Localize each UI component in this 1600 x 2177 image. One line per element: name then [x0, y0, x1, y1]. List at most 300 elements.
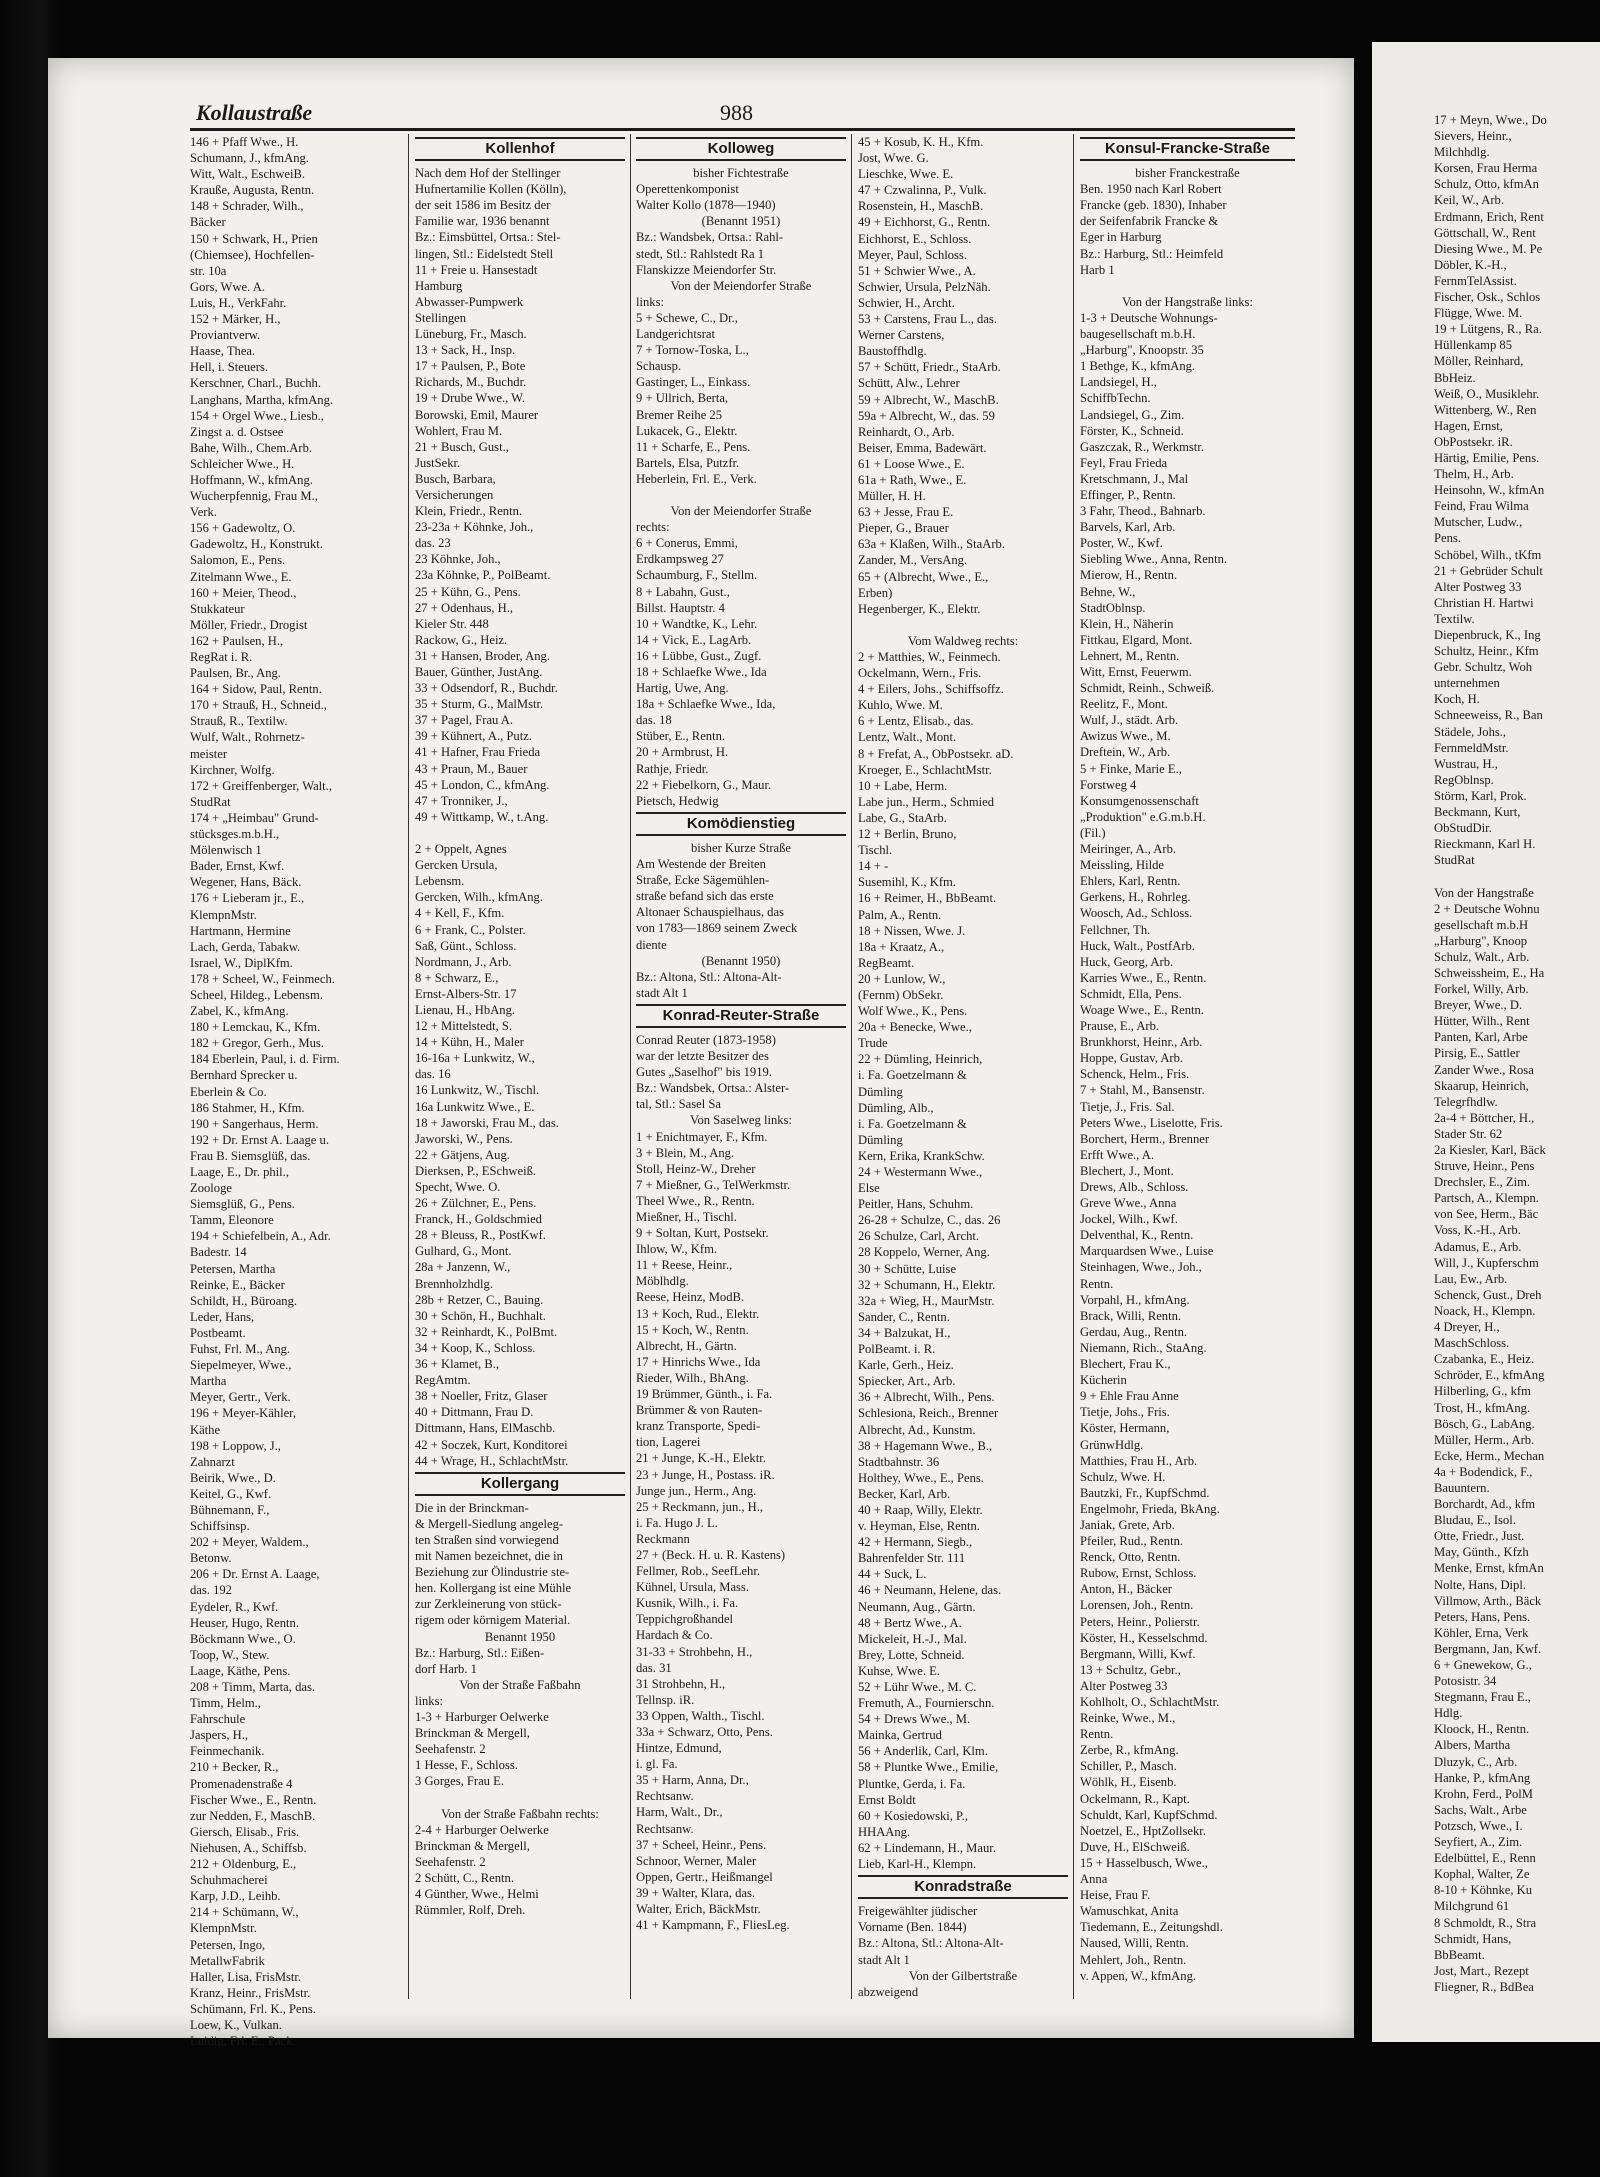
entry-line: Rosenstein, H., MaschB. [858, 199, 984, 214]
entry-line: Trude [858, 1036, 888, 1051]
entry-line: Bartels, Elsa, Putzfr. [636, 455, 740, 470]
entry-line: Trost, H., kfmAng. [1434, 1400, 1531, 1415]
entry-line: 30 + Schütte, Luise [858, 1261, 957, 1276]
entry-line: PolBeamt. i. R. [858, 1342, 936, 1357]
entry-line: Schenck, Gust., Dreh [1434, 1287, 1542, 1302]
street-heading: Konrad-Reuter-Straße [636, 1004, 846, 1028]
entry-line: Fellmer, Rob., SeefLehr. [636, 1564, 761, 1579]
entry-line: Lentz, Walt., Mont. [858, 730, 957, 745]
entry-line: Witt, Walt., EschweiB. [190, 167, 306, 182]
entry-line: 1 Bethge, K., kfmAng. [1080, 359, 1196, 374]
entry-line: Bauer, Günther, JustAng. [415, 665, 543, 679]
entry-line: Potosistr. 34 [1434, 1674, 1497, 1689]
entry-line: 63a + Klaßen, Wilh., StaArb. [858, 537, 1005, 552]
entry-line: das. 192 [190, 1583, 232, 1598]
entry-line: 38 + Noeller, Fritz, Glaser [415, 1389, 548, 1404]
entry-line: Wittenberg, W., Ren [1434, 402, 1537, 417]
entry-line: Salomon, E., Pens. [190, 553, 286, 568]
entry-line: 35 + Sturm, G., MalMstr. [415, 697, 544, 712]
right-page-column [1434, 112, 1600, 1995]
entry-line: 16 + Reimer, H., BbBeamt. [858, 891, 997, 906]
entry-line: Mießner, H., Tischl. [636, 1210, 737, 1224]
entry-line: war der letzte Besitzer des [636, 1049, 769, 1064]
entry-line: Greve Wwe., Anna [1080, 1196, 1177, 1211]
entry-line: Dierksen, P., ESchweiß. [415, 1163, 537, 1178]
entry-line: Franck, H., Goldschmied [415, 1212, 542, 1227]
entry-line: Bösch, G., LabAng. [1434, 1416, 1535, 1431]
entry-line: Ernst-Albers-Str. 17 [415, 986, 517, 1001]
entry-line: Landgerichtsrat [636, 327, 716, 342]
entry-line: Hanke, P., kfmAng [1434, 1770, 1531, 1785]
entry-line: Otte, Friedr., Just. [1434, 1529, 1525, 1544]
column-divider [1073, 134, 1074, 1999]
entry-line: Mölenwisch 1 [190, 843, 262, 858]
column-4 [858, 134, 1068, 2000]
entry-line: Israel, W., DiplKfm. [190, 955, 293, 970]
entry-line: Erdmann, Erich, Rent [1434, 209, 1544, 224]
entry-line: i. gl. Fa. [636, 1757, 678, 1772]
entry-line: Hilberling, G., kfm [1434, 1384, 1531, 1399]
entry-line: Laage, E., Dr. phil., [190, 1165, 289, 1179]
entry-line: „Harburg", Knoop [1434, 933, 1528, 948]
entry-line: Seehafenstr. 2 [415, 1854, 486, 1869]
entry-line: Schlesiona, Reich., Brenner [858, 1406, 999, 1421]
entry-line: 4 + Eilers, Johs., Schiffsoffz. [858, 682, 1004, 697]
entry-line: Adamus, E., Arb. [1434, 1239, 1522, 1254]
entry-line: 49 + Wittkamp, W., t.Ang. [415, 809, 549, 824]
entry-line: Hufnertamilie Kollen (Kölln), [415, 182, 567, 197]
entry-line: Fuhst, Frl. M., Ang. [190, 1342, 291, 1357]
entry-line: 176 + Lieberam jr., E., [190, 891, 305, 906]
entry-line: Harb 1 [1080, 262, 1115, 277]
entry-line: Meissling, Hilde [1080, 858, 1164, 873]
entry-line: Frau B. Siemsglüß, das. [190, 1148, 311, 1163]
entry-line: Schiller, P., Masch. [1080, 1759, 1177, 1774]
entry-line: Schleicher Wwe., H. [190, 456, 295, 471]
entry-line: Schildt, H., Büroang. [190, 1293, 298, 1308]
entry-line: FernmTelAssist. [1434, 273, 1517, 288]
entry-line: 34 + Balzukat, H., [858, 1325, 951, 1340]
entry-line: 30 + Schön, H., Buchhalt. [415, 1308, 546, 1323]
entry-line: Fittkau, Elgard, Mont. [1080, 632, 1193, 647]
spacer [858, 617, 1068, 633]
entry-line: Schöbel, Wilh., tKfm [1434, 547, 1542, 562]
entry-line: mit Namen bezeichnet, die in [415, 1549, 563, 1564]
entry-line: zur Nedden, F., MaschB. [190, 1808, 316, 1823]
entry-line: 42 + Soczek, Kurt, Konditorei [415, 1437, 568, 1452]
entry-line: Woosch, Ad., Schloss. [1080, 906, 1193, 921]
entry-line: Wucherpfennig, Frau M., [190, 489, 318, 504]
column-divider [851, 134, 852, 1999]
entry-line: 53 + Carstens, Frau L., das. [858, 312, 997, 327]
page-number: 988 [720, 100, 753, 125]
entry-line: 19 Brümmer, Günth., i. Fa. [636, 1387, 773, 1402]
entry-line: Reckmann [636, 1531, 690, 1546]
entry-line: 21 + Junge, K.-H., Elektr. [636, 1451, 766, 1466]
entry-line: Stellingen [415, 310, 467, 325]
entry-line: Lebensm. [415, 874, 465, 889]
entry-line: Familie war, 1936 benannt [415, 214, 550, 229]
entry-line: Haller, Lisa, FrisMstr. [190, 1969, 302, 1984]
entry-line: das. 18 [636, 713, 672, 728]
entry-line: Mickeleit, H.-J., Mal. [858, 1631, 967, 1646]
entry-line: Naused, Willi, Rentn. [1080, 1936, 1189, 1951]
entry-line: 46 + Neumann, Helene, das. [858, 1583, 1002, 1598]
entry-line: 23 + Junge, H., Postass. iR. [636, 1467, 775, 1482]
entry-line: 212 + Oldenburg, E., [190, 1857, 297, 1872]
entry-line: 14 + Kühn, H., Maler [415, 1035, 524, 1050]
entry-line: 60 + Kosiedowski, P., [858, 1808, 968, 1823]
entry-line: Sander, C., Rentn. [858, 1309, 950, 1324]
entry-line: Voss, K.-H., Arb. [1434, 1223, 1521, 1238]
entry-line: Jaspers, H., [190, 1728, 249, 1743]
entry-line: 39 + Walter, Klara, das. [636, 1885, 756, 1900]
entry-line: Lach, Gerda, Tabakw. [190, 939, 301, 954]
entry-line: GrünwHdlg. [1080, 1437, 1144, 1452]
entry-line: 6 + Gnewekow, G., [1434, 1658, 1532, 1672]
entry-line: 24 + Westermann Wwe., [858, 1165, 983, 1179]
street-heading: Komödienstieg [636, 812, 846, 836]
street-heading: Konradstraße [858, 1875, 1068, 1899]
entry-line: 63 + Jesse, Frau E. [858, 505, 954, 520]
entry-line: Gerdau, Aug., Rentn. [1080, 1324, 1188, 1339]
entry-line: Nach dem Hof der Stellinger [415, 166, 561, 181]
entry-line: 1-3 + Harburger Oelwerke [415, 1710, 549, 1724]
entry-line: Alter Postweg 33 [1434, 579, 1522, 594]
entry-line: Promenadenstraße 4 [190, 1776, 293, 1791]
entry-line: Gors, Wwe. A. [190, 279, 265, 294]
entry-line: stücksges.m.b.H., [190, 827, 280, 842]
entry-line: 33 + Odsendorf, R., Buchdr. [415, 681, 558, 696]
entry-line: Gulhard, G., Mont. [415, 1244, 512, 1259]
entry-line: Brinckman & Mergell, [415, 1838, 530, 1853]
entry-line: 4 + Kell, F., Kfm. [415, 906, 505, 921]
entry-line: Petersen, Martha [190, 1261, 276, 1276]
entry-line: 59 + Albrecht, W., MaschB. [858, 392, 999, 407]
entry-line: Breyer, Wwe., D. [1434, 998, 1523, 1013]
entry-line: Tietje, J., Fris. Sal. [1080, 1099, 1175, 1114]
entry-line: Altonaer Schauspielhaus, das [636, 905, 784, 920]
entry-line: Badestr. 14 [190, 1245, 247, 1260]
entry-line: Haase, Thea. [190, 344, 256, 359]
entry-line: Bz.: Wandsbek, Ortsa.: Alster- [636, 1081, 790, 1096]
entry-line: Reinke, Wwe., M., [1080, 1711, 1176, 1726]
entry-line: Rechtsanw. [636, 1789, 694, 1804]
entry-line: 8 + Frefat, A., ObPostsekr. aD. [858, 746, 1014, 761]
entry-line: Ernst Boldt [858, 1792, 916, 1807]
entry-line: 57 + Schütt, Friedr., StaArb. [858, 360, 1001, 375]
entry-line: 19 + Lütgens, R., Ra. [1434, 322, 1542, 337]
spacer [636, 487, 846, 503]
entry-line: Rentn. [1080, 1727, 1114, 1742]
entry-line: Von der Gilbertstraße [908, 1968, 1018, 1983]
entry-line: Bz.: Altona, Stl.: Altona-Alt- [636, 969, 782, 984]
entry-line: Hdlg. [1434, 1706, 1463, 1721]
entry-line: bisher Kurze Straße [690, 840, 791, 855]
entry-line: Schwier, H., Archt. [858, 295, 955, 310]
entry-line: Brinckman & Mergell, [415, 1726, 530, 1741]
entry-line: Gaszczak, R., Werkmstr. [1080, 439, 1204, 454]
entry-line: Milchgrund 61 [1434, 1899, 1510, 1914]
entry-line: Beziehung zur Ölindustrie ste- [415, 1565, 570, 1580]
entry-line: Schumann, J., kfmAng. [190, 151, 309, 166]
entry-line: 23-23a + Köhnke, Joh., [415, 520, 534, 535]
entry-line: Jockel, Wilh., Kwf. [1080, 1212, 1178, 1227]
entry-line: Forstweg 4 [1080, 777, 1137, 792]
entry-line: 20 + Lunlow, W., [858, 971, 946, 986]
entry-line: Borowski, Emil, Maurer [415, 407, 539, 422]
entry-line: links: [415, 1693, 443, 1708]
entry-line: Sachs, Walt., Arbe [1434, 1802, 1527, 1817]
entry-line: Döbler, K.-H., [1434, 257, 1507, 272]
entry-line: 164 + Sidow, Paul, Rentn. [190, 682, 322, 697]
entry-line: Timm, Helm., [190, 1696, 261, 1711]
entry-line: Schenck, Helm., Fris. [1080, 1067, 1190, 1082]
entry-line: Reinke, E., Bäcker [190, 1277, 285, 1292]
entry-line: 202 + Meyer, Waldem., [190, 1535, 309, 1550]
entry-line: 5 + Schewe, C., Dr., [636, 310, 738, 325]
entry-line: Möblhdlg. [636, 1274, 689, 1289]
entry-line: Walter Kollo (1878—1940) [636, 198, 776, 213]
entry-line: 39 + Kühnert, A., Putz. [415, 729, 532, 744]
entry-line: der Seifenfabrik Francke & [1080, 214, 1219, 229]
entry-line: Heinsohn, W., kfmAn [1434, 483, 1545, 498]
entry-line: Dittmann, Hans, ElMaschb. [415, 1421, 556, 1436]
entry-line: 15 + Koch, W., Rentn. [636, 1322, 749, 1337]
entry-line: 5 + Finke, Marie E., [1080, 761, 1182, 776]
entry-line: 28 Koppelo, Werner, Ang. [858, 1245, 990, 1260]
entry-line: Käthe [190, 1422, 221, 1437]
entry-line: Rümmler, Rolf, Dreh. [415, 1903, 526, 1918]
entry-line: Loew, K., Vulkan. [190, 2017, 282, 2032]
entry-line: Wegener, Hans, Bäck. [190, 875, 302, 890]
entry-line: Wöhlk, H., Eisenb. [1080, 1775, 1177, 1790]
entry-line: Von der Meiendorfer Straße [670, 278, 812, 293]
entry-line: Förster, K., Schneid. [1080, 423, 1184, 438]
entry-line: 25 + Kühn, G., Pens. [415, 584, 521, 599]
entry-line: Zoologe [190, 1181, 232, 1196]
entry-line: Sievers, Heinr., [1434, 129, 1512, 144]
spacer [1434, 868, 1600, 884]
entry-line: Reese, Heinz, ModB. [636, 1290, 745, 1305]
entry-line: Teppichgroßhandel [636, 1612, 734, 1627]
entry-line: Lienau, H., HbAng. [415, 1002, 516, 1017]
entry-line: Hartmann, Hermine [190, 923, 291, 938]
entry-line: Ihlow, W., Kfm. [636, 1242, 718, 1257]
entry-line: 174 + „Heimbau" Grund- [190, 810, 319, 825]
entry-line: Klein, H., Näherin [1080, 616, 1174, 631]
entry-line: hen. Kollergang ist eine Mühle [415, 1581, 572, 1596]
entry-line: Straße, Ecke Sägemühlen- [636, 873, 770, 888]
entry-line: Tiedemann, E., Zeitungshdl. [1080, 1920, 1223, 1935]
entry-line: 150 + Schwark, H., Prien [190, 231, 318, 246]
entry-line: Hintze, Edmund, [636, 1741, 722, 1756]
entry-line: Beirik, Wwe., D. [190, 1470, 276, 1485]
entry-line: Lieb, Karl-H., Klempn. [858, 1857, 977, 1872]
entry-line: von 1783—1869 seinem Zweck [636, 921, 798, 936]
entry-line: 160 + Meier, Theod., [190, 585, 297, 600]
entry-line: 146 + Pfaff Wwe., H. [190, 135, 299, 149]
entry-line: Härtig, Emilie, Pens. [1434, 450, 1540, 465]
entry-line: 10 + Labe, Herm. [858, 778, 948, 793]
entry-line: Textilw. [1434, 611, 1475, 626]
entry-line: Richards, M., Buchdr. [415, 375, 527, 390]
entry-line: Städele, Johs., [1434, 724, 1507, 739]
entry-line: Heise, Frau F. [1080, 1888, 1151, 1903]
entry-line: straße befand sich das erste [636, 889, 774, 904]
entry-line: Blechert, Frau K., [1080, 1357, 1171, 1372]
entry-line: Weiß, O., Musiklehr. [1434, 386, 1540, 401]
entry-line: Lehnert, M., Rentn. [1080, 648, 1180, 663]
entry-line: Skaarup, Heinrich, [1434, 1078, 1529, 1093]
entry-line: Awizus Wwe., M. [1080, 729, 1171, 744]
entry-line: „Produktion" e.G.m.b.H. [1080, 809, 1206, 824]
entry-line: 48 + Bertz Wwe., A. [858, 1615, 962, 1630]
entry-line: Tamm, Eleonore [190, 1213, 274, 1228]
entry-line: Bühnemann, F., [190, 1502, 270, 1517]
entry-line: Gutes „Saselhof" bis 1919. [636, 1065, 772, 1080]
entry-line: 3 Fahr, Theod., Bahnarb. [1080, 504, 1206, 519]
entry-line: Bernhard Sprecker u. [190, 1068, 298, 1083]
entry-line: 6 + Conerus, Emmi, [636, 536, 738, 551]
entry-line: Schuhmacherei [190, 1873, 268, 1888]
entry-line: Von der Straße Faßbahn rechts: [441, 1806, 599, 1821]
entry-line: Proviantverw. [190, 328, 261, 343]
entry-line: Janiak, Grete, Arb. [1080, 1517, 1175, 1532]
entry-line: Forkel, Willy, Arb. [1434, 982, 1529, 997]
entry-line: 162 + Paulsen, H., [190, 633, 284, 648]
entry-line: Drews, Alb., Schloss. [1080, 1180, 1189, 1194]
entry-line: RegAmtm. [415, 1373, 471, 1388]
entry-line: Barvels, Karl, Arb. [1080, 520, 1176, 535]
entry-line: Hüllenkamp 85 [1434, 338, 1512, 353]
entry-line: stedt, Stl.: Rahlstedt Ra 1 [636, 246, 765, 261]
entry-line: Seyfiert, A., Zim. [1434, 1835, 1523, 1850]
entry-line: Konsumgenossenschaft [1080, 793, 1199, 808]
entry-line: Bz.: Wandsbek, Ortsa.: Rahl- [636, 230, 784, 245]
entry-line: Köster, H., Kesselschmd. [1080, 1630, 1208, 1645]
entry-line: 28 + Bleuss, R., PostKwf. [415, 1228, 546, 1243]
entry-line: Müller, Herm., Arb. [1434, 1432, 1535, 1447]
spacer [415, 825, 625, 841]
entry-line: 31 Strohbehn, H., [636, 1676, 726, 1691]
entry-line: 61 + Loose Wwe., E. [858, 456, 965, 471]
street-heading: Kolloweg [636, 137, 846, 161]
entry-line: 27 + Odenhaus, H., [415, 600, 514, 615]
entry-line: Toop, W., Stew. [190, 1647, 270, 1662]
entry-line: Ehlers, Karl, Rentn. [1080, 874, 1181, 889]
entry-line: von See, Herm., Bäc [1434, 1207, 1539, 1222]
entry-line: Werner Carstens, [858, 328, 945, 343]
entry-line: 18 + Schlaefke Wwe., Ida [636, 665, 767, 679]
entry-line: 186 Stahmer, H., Kfm. [190, 1100, 305, 1115]
entry-line: Erfft Wwe., A. [1080, 1147, 1155, 1162]
entry-line: Freigewählter jüdischer [858, 1904, 978, 1919]
entry-line: tion, Lagerei [636, 1435, 701, 1450]
entry-line: 2 + Deutsche Wohnu [1434, 901, 1540, 916]
entry-line: (Fil.) [1080, 825, 1106, 840]
entry-line: stadt Alt 1 [636, 985, 688, 1000]
entry-line: Reelitz, F., Mont. [1080, 697, 1168, 712]
entry-line: Schulz, Walt., Arb. [1434, 949, 1530, 964]
entry-line: v. Appen, W., kfmAng. [1080, 1968, 1197, 1983]
entry-line: 45 + London, C., kfmAng. [415, 777, 550, 792]
entry-line: Versicherungen [415, 487, 494, 502]
entry-line: Peters Wwe., Liselotte, Fris. [1080, 1115, 1223, 1130]
entry-line: links: [636, 294, 664, 309]
entry-line: 65 + (Albrecht, Wwe., E., [858, 569, 989, 584]
entry-line: Müller, H. H. [858, 489, 926, 504]
entry-line: JustSekr. [415, 455, 461, 470]
entry-line: Kern, Erika, KrankSchw. [858, 1148, 985, 1163]
entry-line: Bz.: Eimsbüttel, Ortsa.: Stel- [415, 230, 561, 245]
entry-line: 2 Schütt, C., Rentn. [415, 1870, 515, 1885]
entry-line: 18a + Schlaefke Wwe., Ida, [636, 697, 776, 712]
entry-line: Labe, G., StaArb. [858, 810, 947, 825]
entry-line: Schausp. [636, 359, 682, 374]
entry-line: KlempnMstr. [190, 907, 257, 922]
entry-line: Wamuschkat, Anita [1080, 1904, 1179, 1919]
entry-line: rechts: [636, 520, 670, 535]
running-head: Kollaustraße [196, 100, 313, 125]
entry-line: Fahrschule [190, 1712, 246, 1727]
entry-line: Brunkhorst, Heinr., Arb. [1080, 1035, 1203, 1050]
column-divider [408, 134, 409, 1999]
entry-line: Operettenkomponist [636, 182, 739, 197]
entry-line: Woage Wwe., E., Rentn. [1080, 1002, 1204, 1017]
entry-line: Anna [1080, 1872, 1108, 1887]
entry-line: Mierow, H., Rentn. [1080, 568, 1178, 583]
entry-line: 18 + Nissen, Wwe. J. [858, 923, 966, 938]
entry-line: Stukkateur [190, 601, 245, 616]
entry-line: das. 31 [636, 1660, 672, 1675]
entry-line: Pietsch, Hedwig [636, 793, 719, 808]
entry-line: 15 + Hasselbusch, Wwe., [1080, 1855, 1208, 1870]
entry-line: Rieckmann, Karl H. [1434, 837, 1536, 852]
entry-line: Bauuntern. [1434, 1480, 1490, 1495]
entry-line: Prause, E., Arb. [1080, 1019, 1160, 1034]
column-2 [415, 134, 625, 1918]
entry-line: Hell, i. Steuers. [190, 360, 268, 375]
entry-line: 1-3 + Deutsche Wohnungs- [1080, 310, 1218, 325]
entry-line: Poster, W., Kwf. [1080, 536, 1163, 551]
entry-line: RegBeamt. [858, 955, 915, 970]
entry-line: 182 + Gregor, Gerh., Mus. [190, 1036, 324, 1051]
entry-line: Feind, Frau Wilma [1434, 499, 1529, 514]
entry-line: Potzsch, Wwe., I. [1434, 1818, 1523, 1833]
entry-line: das. 23 [415, 536, 451, 551]
entry-line: Huck, Georg, Arb. [1080, 954, 1174, 969]
entry-line: Karries Wwe., E., Rentn. [1080, 970, 1207, 985]
entry-line: & Mergell-Siedlung angeleg- [415, 1516, 564, 1531]
entry-line: Lieschke, Wwe. E. [858, 167, 954, 182]
entry-line: Heberlein, Frl. E., Verk. [636, 471, 757, 486]
entry-line: Wulf, Walt., Rohrnetz- [190, 730, 305, 745]
entry-line: (Benannt 1951) [701, 214, 781, 229]
entry-line: Stadtbahnstr. 36 [858, 1454, 940, 1469]
entry-line: 34 + Koop, K., Schloss. [415, 1340, 536, 1355]
entry-line: kranz Transporte, Spedi- [636, 1419, 761, 1434]
entry-line: zur Zerkleinerung von stück- [415, 1597, 562, 1612]
entry-line: 17 + Hinrichs Wwe., Ida [636, 1354, 761, 1369]
entry-line: Conrad Reuter (1873-1958) [636, 1032, 776, 1047]
entry-line: Stegmann, Frau E., [1434, 1690, 1531, 1705]
entry-line: Peters, Heinr., Polierstr. [1080, 1614, 1200, 1629]
entry-line: SchiffbTechn. [1080, 391, 1151, 406]
entry-line: 26 Schulze, Carl, Archt. [858, 1229, 980, 1244]
entry-line: Drechsler, E., Zim. [1434, 1175, 1531, 1190]
entry-line: Brennholzhdlg. [415, 1276, 493, 1291]
